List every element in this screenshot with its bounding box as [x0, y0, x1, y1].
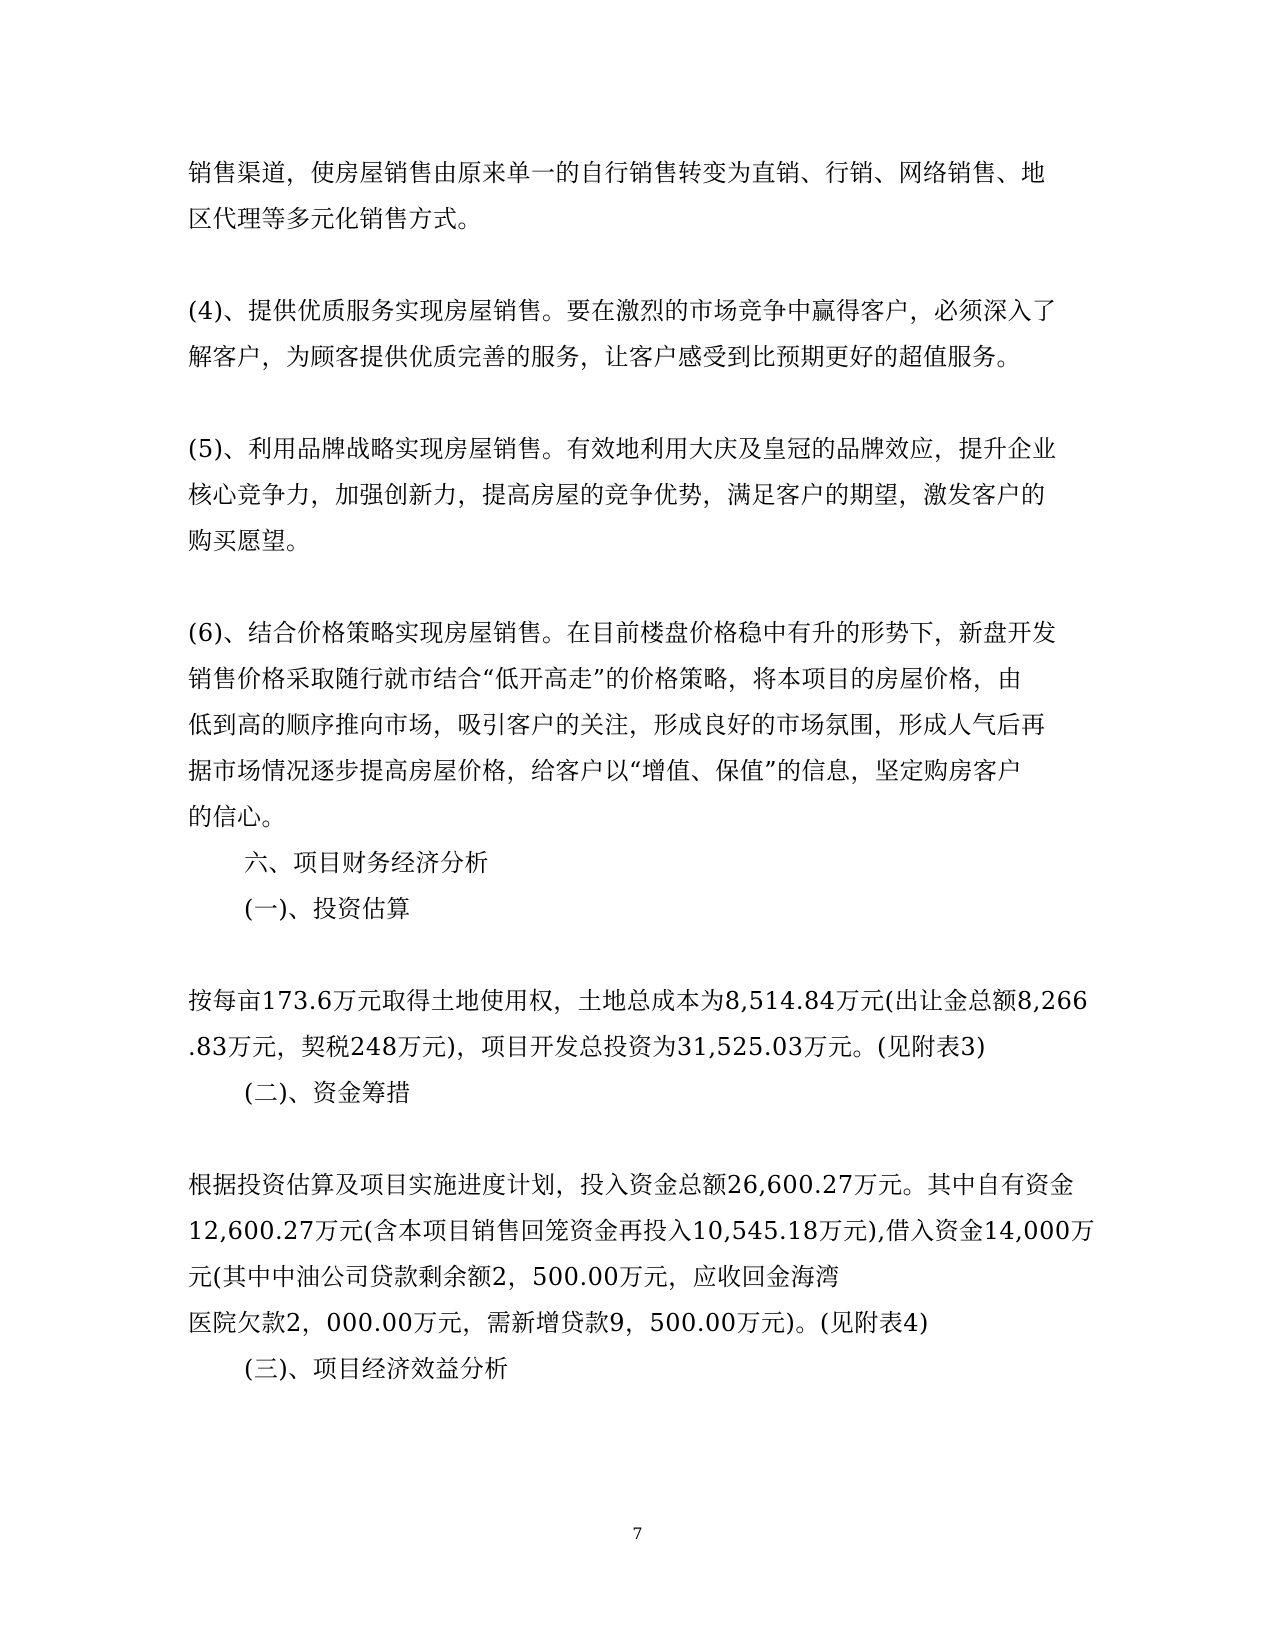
paragraph-line: (6)、结合价格策略实现房屋销售。在目前楼盘价格稳中有升的形势下，新盘开发 — [188, 619, 1057, 647]
paragraph-line: 区代理等多元化销售方式。 — [188, 205, 482, 233]
subsection-heading: (二)、资金筹措 — [244, 1079, 411, 1107]
subsection-heading: (一)、投资估算 — [244, 895, 411, 923]
paragraph-line: (4)、提供优质服务实现房屋销售。要在激烈的市场竞争中赢得客户，必须深入了 — [188, 297, 1057, 325]
paragraph-line: 据市场情况逐步提高房屋价格，给客户以“增值、保值”的信息，坚定购房客户 — [188, 757, 1023, 785]
paragraph-line: 的信心。 — [188, 803, 286, 831]
paragraph-line: 元(其中中油公司贷款剩余额2，500.00万元，应收回金海湾 — [188, 1263, 840, 1291]
paragraph-line: (5)、利用品牌战略实现房屋销售。有效地利用大庆及皇冠的品牌效应，提升企业 — [188, 435, 1057, 463]
paragraph-line: 核心竞争力，加强创新力，提高房屋的竞争优势，满足客户的期望，激发客户的 — [188, 481, 1046, 509]
paragraph-line: 根据投资估算及项目实施进度计划，投入资金总额26,600.27万元。其中自有资金 — [188, 1171, 1075, 1199]
paragraph-line: 医院欠款2，000.00万元，需新增贷款9，500.00万元)。(见附表4) — [188, 1309, 929, 1337]
paragraph-line: .83万元，契税248万元)，项目开发总投资为31,525.03万元。(见附表3) — [188, 1033, 986, 1061]
paragraph-line: 低到高的顺序推向市场，吸引客户的关注，形成良好的市场氛围，形成人气后再 — [188, 711, 1046, 739]
paragraph-line: 购买愿望。 — [188, 527, 311, 555]
section-heading: 六、项目财务经济分析 — [244, 849, 489, 877]
subsection-heading: (三)、项目经济效益分析 — [244, 1355, 509, 1383]
paragraph-line: 销售价格采取随行就市结合“低开高走”的价格策略，将本项目的房屋价格，由 — [188, 665, 1023, 693]
paragraph-line: 销售渠道，使房屋销售由原来单一的自行销售转变为直销、行销、网络销售、地 — [188, 159, 1046, 187]
paragraph-line: 解客户，为顾客提供优质完善的服务，让客户感受到比预期更好的超值服务。 — [188, 343, 1021, 371]
page-number: 7 — [632, 1524, 643, 1543]
paragraph-line: 按每亩173.6万元取得土地使用权，土地总成本为8,514.84万元(出让金总额8,266 — [188, 987, 1089, 1015]
paragraph-line: 12,600.27万元(含本项目销售回笼资金再投入10,545.18万元),借入资金14,000万 — [188, 1217, 1096, 1245]
